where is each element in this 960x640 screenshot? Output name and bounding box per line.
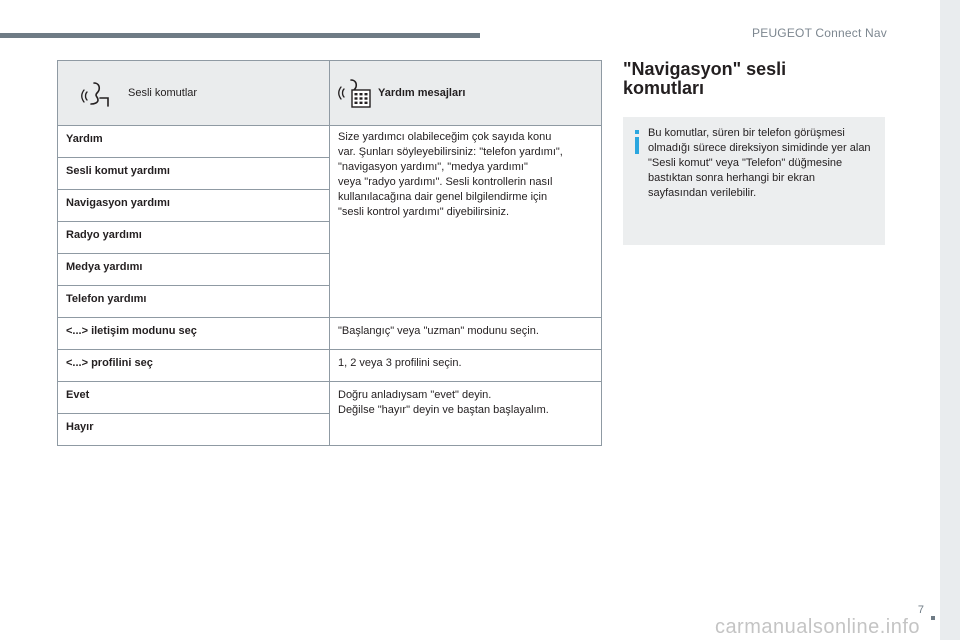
command-name: <...> profilini seç	[66, 357, 153, 369]
help-line: "sesli kontrol yardımı" diyebilirsiniz.	[338, 206, 510, 218]
column-header-help-messages	[330, 61, 602, 126]
info-box	[623, 117, 885, 245]
command-cell	[58, 414, 330, 446]
command-name: Hayır	[66, 421, 94, 433]
page-number: 7	[917, 604, 924, 616]
command-cell	[58, 190, 330, 222]
info-text: Bu komutlar, süren bir telefon görüşmesi olmadığı sürece direksiyon simidinde yer alan "Sesli komut" veya "Telefon" düğmesine bastıktan sonra herhangi bir ekran sayfasından verilebilir.	[648, 127, 871, 199]
help-message-text	[338, 126, 593, 220]
command-cell	[58, 158, 330, 190]
section-title: "Navigasyon" sesli komutları	[623, 59, 787, 98]
column-header-voice-commands	[58, 61, 330, 126]
command-cell	[58, 254, 330, 286]
column-header-label: Yardım mesajları	[378, 86, 466, 99]
table-row	[58, 382, 602, 414]
command-name: Evet	[66, 389, 90, 401]
command-name: <...> iletişim modunu seç	[66, 325, 197, 337]
help-message-text: 1, 2 veya 3 profilini seçin.	[338, 357, 462, 369]
help-line: veya "radyo yardımı". Sesli kontrollerin nasıl	[338, 176, 553, 188]
running-header: PEUGEOT Connect Nav	[752, 26, 887, 40]
command-name: Yardım	[66, 133, 103, 145]
command-name: Navigasyon yardımı	[66, 197, 170, 209]
command-cell	[58, 382, 330, 414]
table-row	[58, 318, 602, 350]
help-message-text	[338, 382, 593, 418]
help-line: "navigasyon yardımı", "medya yardımı"	[338, 161, 528, 173]
command-cell	[58, 318, 330, 350]
command-name: Radyo yardımı	[66, 229, 142, 241]
voice-commands-table	[57, 60, 602, 446]
info-icon	[633, 130, 641, 154]
help-messages-icon	[338, 76, 372, 110]
column-header-label: Sesli komutlar	[128, 86, 198, 99]
help-line: Size yardımcı olabileceğim çok sayıda konu	[338, 131, 552, 143]
table-row	[58, 350, 602, 382]
page-dot	[931, 616, 935, 620]
voice-command-icon	[80, 76, 114, 110]
help-line: var. Şunları söyleyebilirsiniz: "telefon yardımı",	[338, 146, 563, 158]
command-name: Medya yardımı	[66, 261, 143, 273]
header-rule	[0, 33, 480, 38]
help-message-cell	[330, 318, 602, 350]
help-message-text: "Başlangıç" veya "uzman" modunu seçin.	[338, 325, 539, 337]
help-line: Doğru anladıysam "evet" deyin.	[338, 389, 492, 401]
command-cell	[58, 350, 330, 382]
table-header-row	[58, 61, 602, 126]
command-name: Telefon yardımı	[66, 293, 147, 305]
command-name: Sesli komut yardımı	[66, 165, 170, 177]
help-message-cell	[330, 350, 602, 382]
help-line: kullanılacağına dair genel bilgilendirme için	[338, 191, 548, 203]
help-message-cell	[330, 382, 602, 446]
footer-watermark: carmanualsonline.info	[714, 616, 920, 638]
help-line: Değilse "hayır" deyin ve baştan başlayalım.	[338, 404, 549, 416]
command-cell	[58, 222, 330, 254]
command-cell	[58, 126, 330, 158]
table-row	[58, 126, 602, 158]
help-message-cell	[330, 126, 602, 318]
command-cell	[58, 286, 330, 318]
page-side-strip	[940, 0, 960, 640]
